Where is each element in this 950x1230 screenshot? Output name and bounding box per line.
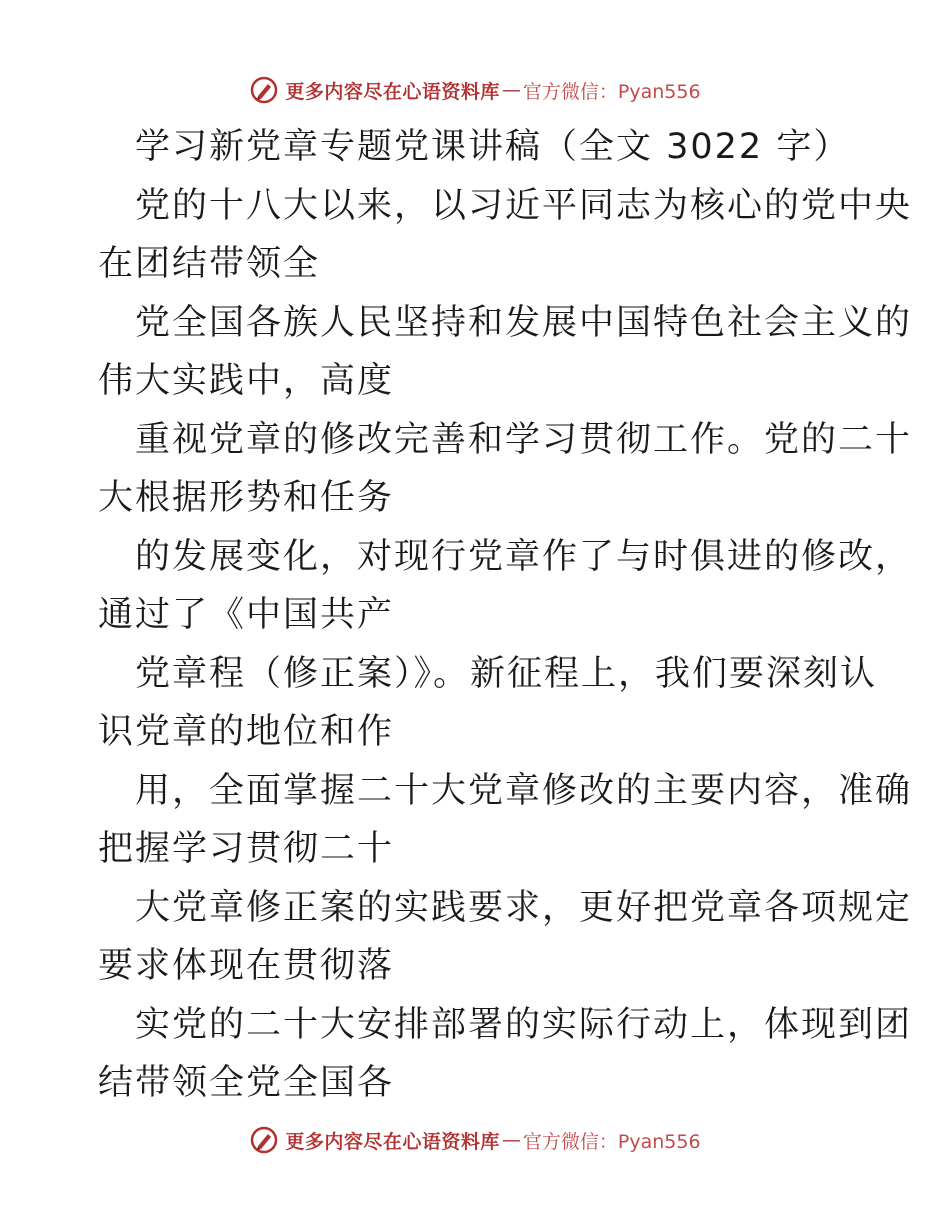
document-line: 结带领全党全国各 — [98, 1063, 395, 1103]
banner-contact: 官方微信：Pyan556 — [522, 1130, 701, 1153]
document-line: 伟大实践中，高度 — [98, 361, 395, 401]
document-line: 通过了《中国共产 — [98, 595, 395, 635]
document-line: 把握学习贯彻二十 — [98, 829, 395, 869]
document-line: 党章程（修正案）》。新征程上，我们要深刻认 — [135, 653, 878, 694]
document-line: 大党章修正案的实践要求，更好把党章各项规定 — [135, 887, 913, 928]
banner-title: 更多内容尽在心语资料库 — [285, 1130, 500, 1153]
document-line: 用，全面掌握二十大党章修改的主要内容，准确 — [135, 770, 913, 811]
header-banner — [0, 70, 950, 110]
document-line: 大根据形势和任务 — [98, 478, 395, 518]
banner-separator: — — [501, 1129, 521, 1151]
banner-separator: — — [501, 79, 521, 101]
document-line: 要求体现在贯彻落 — [98, 946, 395, 986]
document-body — [98, 118, 913, 1113]
footer-banner — [0, 1120, 950, 1160]
document-line: 党的十八大以来，以习近平同志为核心的党中央 — [135, 185, 913, 226]
document-line: 重视党章的修改完善和学习贯彻工作。党的二十 — [135, 419, 913, 460]
document-line: 学习新党章专题党课讲稿（全文 3022 字） — [135, 127, 851, 167]
pen-logo-icon — [249, 1125, 279, 1155]
banner-contact: 官方微信：Pyan556 — [522, 80, 701, 103]
document-line: 实党的二十大安排部署的实际行动上，体现到团 — [135, 1004, 913, 1045]
document-line: 的发展变化，对现行党章作了与时俱进的修改， — [135, 536, 913, 577]
banner-title: 更多内容尽在心语资料库 — [285, 80, 500, 103]
document-line: 识党章的地位和作 — [98, 712, 395, 752]
pen-logo-icon — [249, 75, 279, 105]
document-line: 在团结带领全 — [98, 244, 321, 284]
document-line: 党全国各族人民坚持和发展中国特色社会主义的 — [135, 302, 913, 343]
